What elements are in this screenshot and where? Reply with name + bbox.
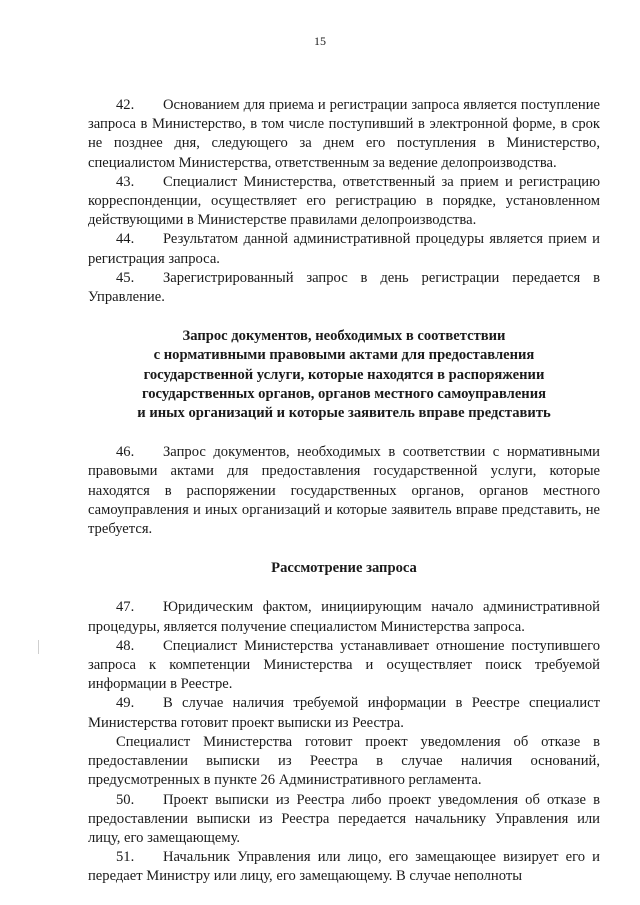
page-number: 15 <box>314 34 326 48</box>
section-heading-request-review: Рассмотрение запроса <box>271 560 417 577</box>
paragraph-text: Результатом данной административной процедуры является прием и регистрация запроса. <box>88 231 600 267</box>
margin-mark <box>38 640 39 654</box>
paragraph-number: 50. <box>116 791 135 808</box>
paragraph-text: Зарегистрированный запрос в день регистрации передается в Управление. <box>88 269 600 306</box>
paragraph-46 <box>88 443 600 539</box>
paragraph-number: 43. <box>116 173 135 190</box>
paragraph-42 <box>88 96 600 173</box>
paragraph-text: Специалист Министерства, ответственный за прием и регистрацию корреспонденции, осуществляет его регистрацию в порядке, установленном действующими в Министерстве правилами делопроизводства. <box>88 173 600 229</box>
paragraph-number: 47. <box>116 599 135 616</box>
heading-line: с нормативными правовыми актами для предоставления <box>153 347 535 364</box>
paragraph-49 <box>88 694 600 732</box>
section-heading-documents-request <box>88 327 600 423</box>
heading-line: Запрос документов, необходимых в соответствии <box>182 328 506 345</box>
paragraph-number: 45. <box>116 269 135 286</box>
paragraph-number: 44. <box>116 231 135 248</box>
paragraph-text: В случае наличия требуемой информации в Реестре специалист Министерства готовит проект выписки из Реестра. <box>88 695 600 731</box>
heading-line: государственных органов, органов местного самоуправления <box>141 385 547 402</box>
paragraph-number: 46. <box>116 444 135 461</box>
paragraph-43 <box>88 173 600 231</box>
paragraph-text: Юридическим фактом, инициирующим начало административной процедуры, является получение специалистом Министерства запроса. <box>88 599 600 635</box>
paragraph-text: Специалист Министерства устанавливает отношение поступившего запроса к компетенции Министерства и осуществляет поиск требуемой информации в Реестре. <box>88 637 600 693</box>
paragraph-44 <box>88 230 600 268</box>
heading-line: и иных организаций и которые заявитель вправе представить <box>137 405 551 422</box>
paragraph-50 <box>88 791 600 849</box>
paragraph-text: Начальник Управления или лицо, его замещающее визирует его и передает Министру или лицу, его замещающему. В случае неполноты <box>88 849 600 885</box>
paragraph-48 <box>88 637 600 695</box>
paragraph-text: Проект выписки из Реестра либо проект уведомления об отказе в предоставлении выписки из Реестра передается начальнику Управления или лицу, его замещающему. <box>88 791 600 846</box>
paragraph-number: 51. <box>116 849 135 866</box>
paragraph-51 <box>88 848 600 886</box>
paragraph-49-continuation: Специалист Министерства готовит проект уведомления об отказе в предоставлении выписки из Реестра в случае наличия оснований, предусмотренных в пункте 26 Административного регламента. <box>88 733 600 789</box>
paragraph-text: Запрос документов, необходимых в соответствии с нормативными правовыми актами для предоставления государственной услуги, которые находятся в распоряжении государственных органов, органов местного самоуправления и иных организаций и которые заявитель вправе представить, не требуется. <box>88 444 600 538</box>
document-body <box>88 96 600 887</box>
paragraph-45 <box>88 269 600 307</box>
heading-line: государственной услуги, которые находятся в распоряжении <box>143 366 545 383</box>
paragraph-number: 48. <box>116 637 135 654</box>
paragraph-47 <box>88 598 600 636</box>
paragraph-number: 49. <box>116 695 135 712</box>
paragraph-text: Основанием для приема и регистрации запроса является поступление запроса в Министерство, в том числе поступивший в электронной форме, в срок не позднее дня, следующего за днем его поступления в Министерство, специалистом Министерства, ответственным за ведение делопроизводства. <box>88 97 600 171</box>
paragraph-number: 42. <box>116 97 135 113</box>
